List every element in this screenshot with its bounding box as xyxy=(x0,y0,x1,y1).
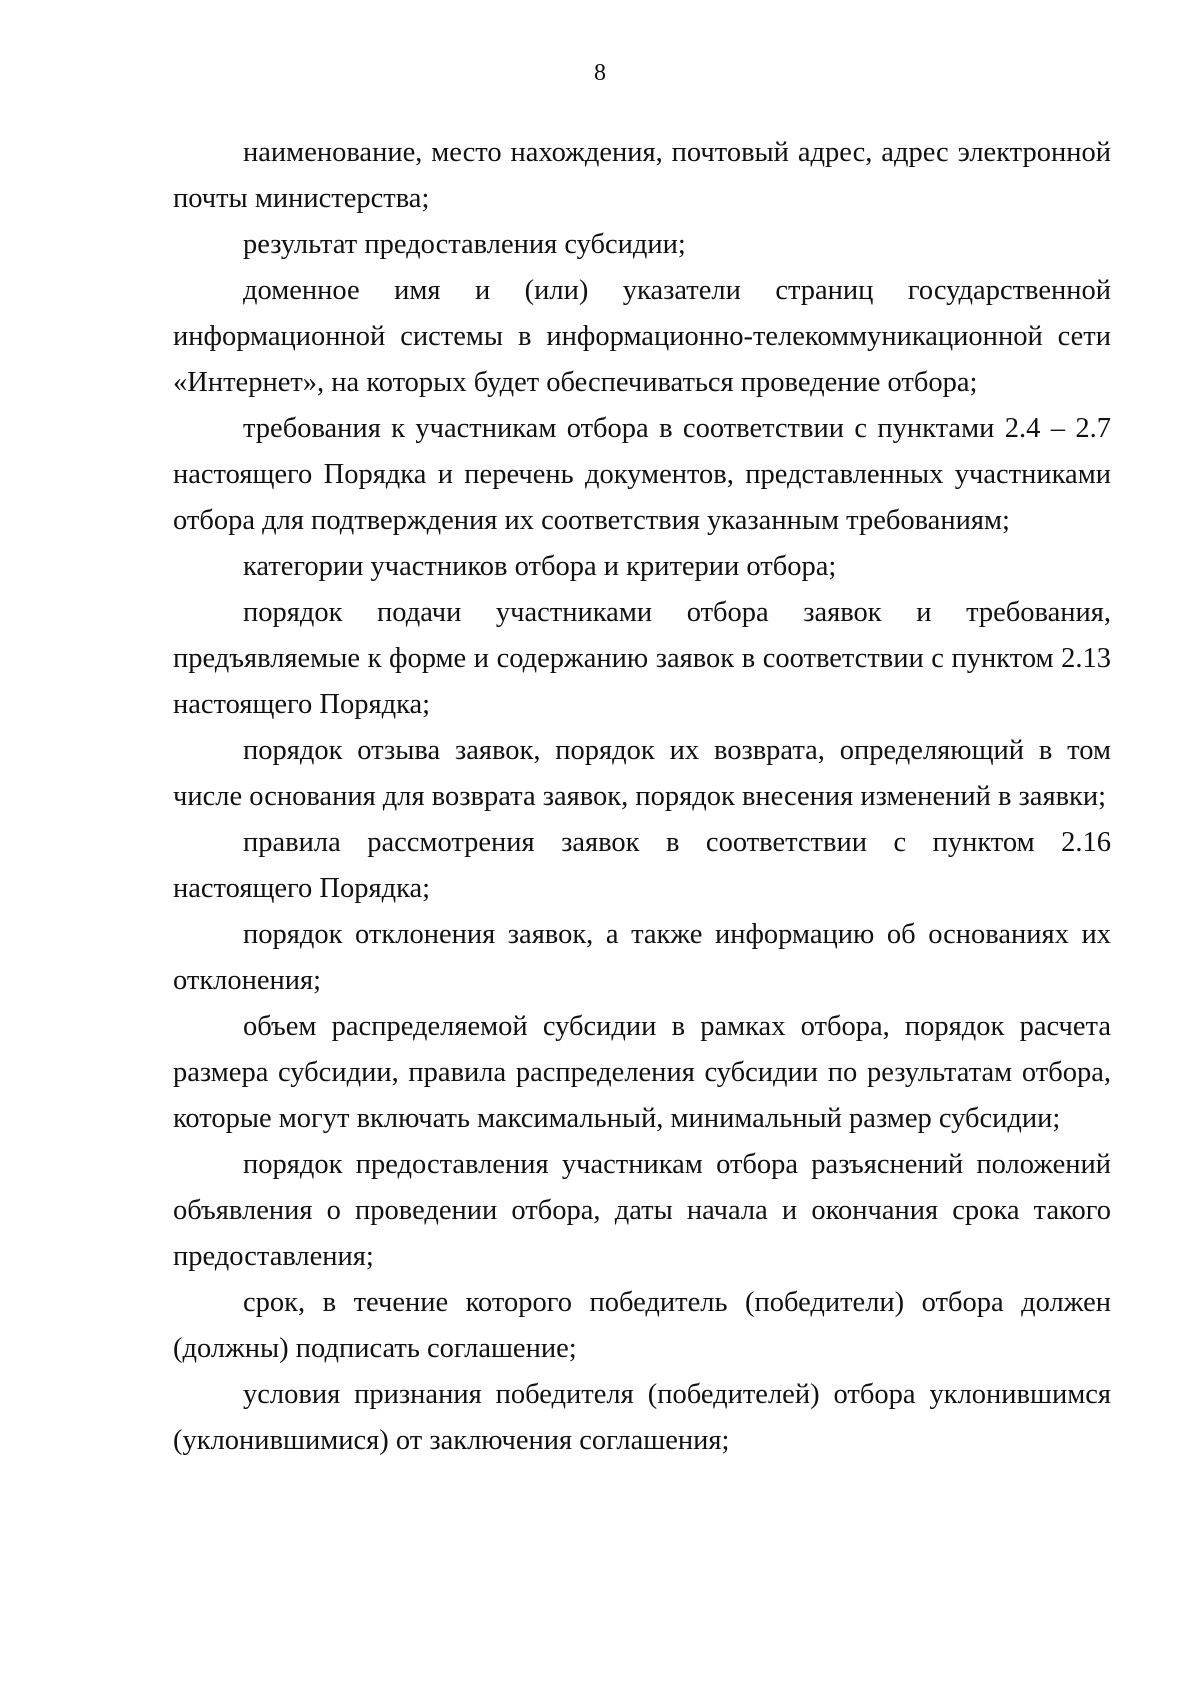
paragraph: срок, в течение которого победитель (победители) отбора должен (должны) подписать соглашение; xyxy=(173,1287,1111,1364)
paragraph: условия признания победителя (победителей) отбора уклонившимся (уклонившимися) от заключения соглашения; xyxy=(173,1379,1111,1456)
paragraph: порядок отклонения заявок, а также информацию об основаниях их отклонения; xyxy=(173,919,1111,996)
paragraph: категории участников отбора и критерии отбора; xyxy=(243,551,837,582)
paragraph: объем распределяемой субсидии в рамках отбора, порядок расчета размера субсидии, правила распределения субсидии по результатам отбора, которые могут включать максимальный, минимальный размер субсидии; xyxy=(173,1011,1111,1134)
paragraph: доменное имя и (или) указатели страниц государственной информационной системы в информационно-телекоммуникационной сети «Интернет», на которых будет обеспечиваться проведение отбора; xyxy=(173,275,1111,398)
paragraph: требования к участникам отбора в соответствии с пунктами 2.4 – 2.7 настоящего Порядка и перечень документов, представленных участниками отбора для подтверждения их соответствия указанным требованиям; xyxy=(173,413,1111,536)
paragraph: порядок подачи участниками отбора заявок и требования, предъявляемые к форме и содержанию заявок в соответствии с пунктом 2.13 настоящего Порядка; xyxy=(173,597,1111,720)
page-number: 8 xyxy=(594,60,606,86)
document-body xyxy=(173,130,1111,1464)
paragraph: наименование, место нахождения, почтовый адрес, адрес электронной почты министерства; xyxy=(173,137,1111,214)
paragraph: порядок предоставления участникам отбора разъяснений положений объявления о проведении отбора, даты начала и окончания срока такого предоставления; xyxy=(173,1149,1111,1272)
paragraph: порядок отзыва заявок, порядок их возврата, определяющий в том числе основания для возврата заявок, порядок внесения изменений в заявки; xyxy=(173,735,1111,812)
paragraph: результат предоставления субсидии; xyxy=(243,229,686,260)
paragraph: правила рассмотрения заявок в соответствии с пунктом 2.16 настоящего Порядка; xyxy=(173,827,1111,904)
